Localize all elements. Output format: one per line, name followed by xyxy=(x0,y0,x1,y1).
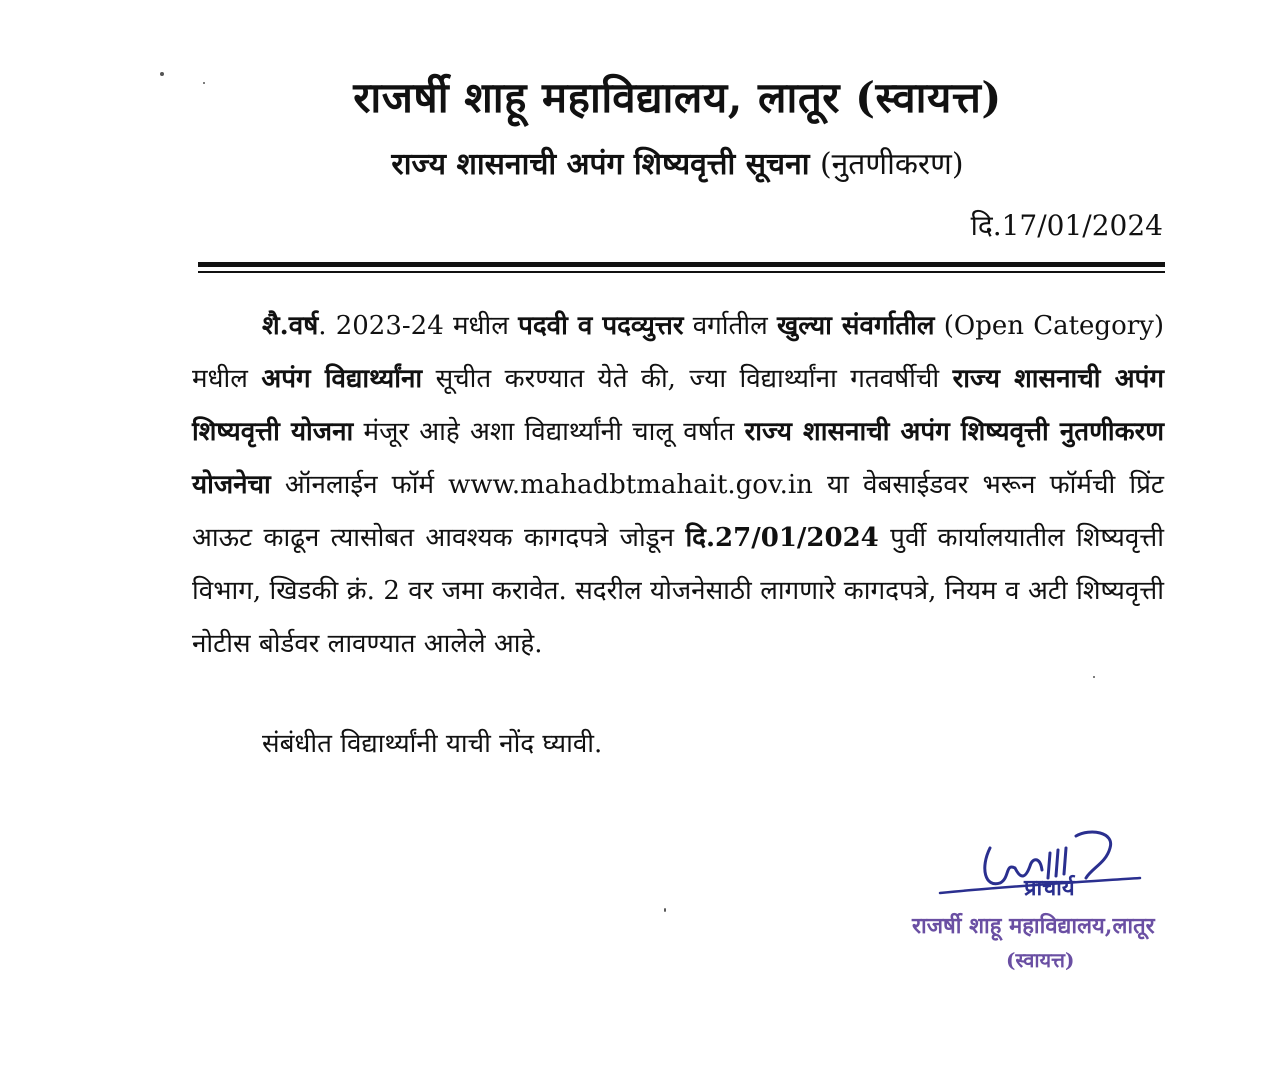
body-span: मंजूर आहे अशा विद्यार्थ्यांनी चालू वर्षात xyxy=(353,417,745,447)
header-divider-thick xyxy=(198,262,1165,267)
notice-body xyxy=(192,300,1164,671)
scan-speck xyxy=(1093,676,1095,678)
body-span: शै.वर्ष xyxy=(262,311,319,341)
body-span: राज्य शासनाची अपंग शिष्यवृत्ती नुतणीकरण योजनेचा xyxy=(192,417,1165,500)
body-span: पुर्वी कार्यालयातील शिष्यवृत्ती विभाग, खिडकी क्रं. 2 वर जमा करावेत. सदरील योजनेसाठी लागणारे कागदपत्रे, नियम व अटी शिष्यवृत्ती नोटीस बोर्डवर लावण्यात आलेले आहे. xyxy=(192,523,1164,659)
header-divider-thin xyxy=(198,271,1165,273)
notice-title-paren: (नुतणीकरण) xyxy=(819,147,964,182)
signatory-designation: प्राचार्य xyxy=(1024,875,1075,901)
deadline-date: दि.27/01/2024 xyxy=(685,523,879,553)
body-span: (Open Category) मधील xyxy=(192,311,1164,394)
stamp-institution: राजर्षी शाहू महाविद्यालय,लातूर xyxy=(912,913,1155,939)
body-span: या वेबसाईडवर भरून फॉर्मची प्रिंट आऊट काढून त्यासोबत आवश्यक कागदपत्रे जोडून xyxy=(192,470,1164,553)
body-span: सूचीत करण्यात येते की, ज्या विद्यार्थ्यांना गतवर्षीची xyxy=(422,364,953,394)
closing-line: संबंधीत विद्यार्थ्यांनी याची नोंद घ्यावी. xyxy=(262,729,603,759)
body-span: वर्गातील xyxy=(683,311,777,341)
body-span: राज्य शासनाची अपंग शिष्यवृत्ती योजना xyxy=(192,364,1164,447)
scan-speck xyxy=(664,908,666,912)
body-span: . 2023-24 मधील xyxy=(318,311,519,341)
body-span: अपंग विद्यार्थ्यांना xyxy=(261,364,423,394)
body-span: ऑनलाईन फॉर्म xyxy=(270,470,449,500)
notice-title xyxy=(0,142,1275,183)
body-span: खुल्या संवर्गातील xyxy=(776,311,935,341)
website-url: www.mahadbtmahait.gov.in xyxy=(448,470,813,500)
stamp-autonomous: (स्वायत्त) xyxy=(1006,948,1075,972)
institution-name: राजर्षी शाहू महाविद्यालय, लातूर (स्वायत्त) xyxy=(353,73,1002,122)
notice-date: दि.17/01/2024 xyxy=(970,209,1163,242)
body-span: पदवी व पदव्युत्तर xyxy=(518,311,684,341)
notice-title-main: राज्य शासनाची अपंग शिष्यवृत्ती सूचना xyxy=(391,147,810,182)
